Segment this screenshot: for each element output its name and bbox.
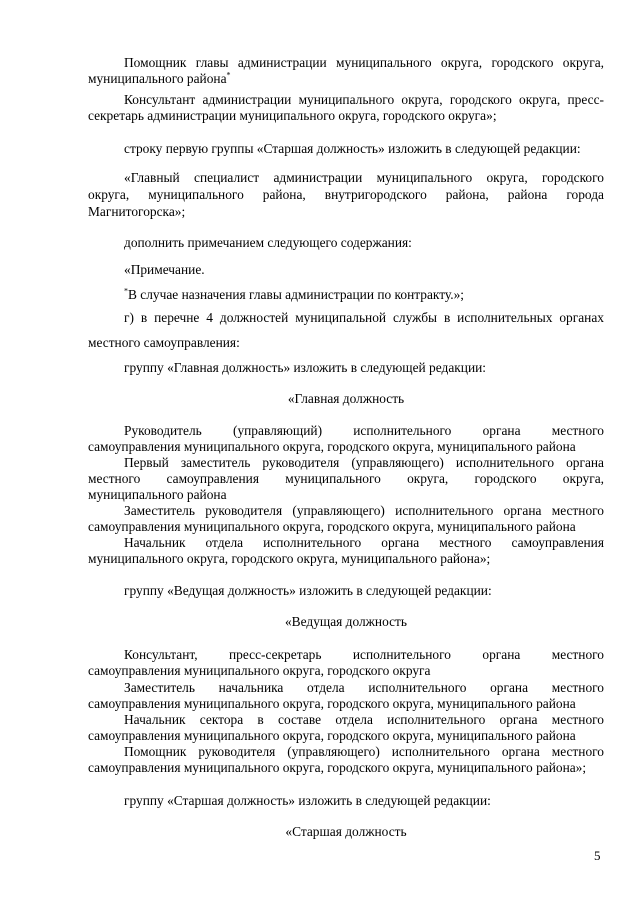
text-line-31: Помощник руководителя (управляющего) исполнительного органа местного	[124, 744, 604, 759]
page-number: 5	[594, 848, 601, 863]
text-line-15: Руководитель (управляющий) исполнительного органа местного	[124, 423, 604, 438]
text-line-14: группу «Главная должность» изложить в следующей редакции:	[124, 360, 486, 375]
text-line-12: г) в перечне 4 должностей муниципальной службы в исполнительных органах	[124, 310, 604, 325]
text-line-10: «Примечание.	[124, 262, 205, 277]
text-line-30: самоуправления муниципального округа, городского округа, муниципального района	[88, 728, 576, 743]
section-heading-senior: «Старшая должность	[285, 824, 407, 839]
text-line-24: группу «Ведущая должность» изложить в следующей редакции:	[124, 583, 492, 598]
text-line-26: самоуправления муниципального округа, городского округа	[88, 663, 431, 678]
text-line-4: секретарь администрации муниципального округа, городского округа»;	[88, 108, 497, 123]
text-line-20: Заместитель руководителя (управляющего) исполнительного органа местного	[124, 503, 604, 518]
text-line-33: группу «Старшая должность» изложить в следующей редакции:	[124, 793, 491, 808]
text-line-7: округа, муниципального района, внутригородского района, района города	[88, 187, 604, 202]
text-line-5: строку первую группы «Старшая должность» изложить в следующей редакции:	[124, 141, 581, 156]
text-line-8: Магнитогорска»;	[88, 204, 186, 219]
text-line-25: Консультант, пресс-секретарь исполнительного органа местного	[124, 647, 604, 662]
text-line-23: муниципального округа, городского округа, муниципального района»;	[88, 551, 491, 566]
footnote-mark: *	[226, 70, 231, 80]
text-line-9: дополнить примечанием следующего содержания:	[124, 235, 412, 250]
text-line-1: Помощник главы администрации муниципального округа, городского округа,	[124, 55, 604, 70]
footnote-mark: *	[124, 286, 128, 296]
section-heading-leading: «Ведущая должность	[284, 614, 408, 629]
text-line-19: муниципального района	[88, 487, 227, 502]
text-line-2: муниципального района*	[88, 70, 231, 86]
text-line-11: *В случае назначения главы администрации по контракту.»;	[124, 286, 465, 302]
text-line-3: Консультант администрации муниципального округа, городского округа, пресс-	[124, 92, 604, 107]
text-line-18: местного самоуправления муниципального округа, городского округа,	[88, 471, 604, 486]
section-heading-main: «Главная должность	[287, 391, 405, 406]
text-line-29: Начальник сектора в составе отдела исполнительного органа местного	[124, 712, 604, 727]
text-line-13: местного самоуправления:	[88, 335, 240, 350]
text-line-27: Заместитель начальника отдела исполнительного органа местного	[124, 680, 604, 695]
text-line-22: Начальник отдела исполнительного органа местного самоуправления	[124, 535, 604, 550]
text-line-6: «Главный специалист администрации муниципального округа, городского	[124, 170, 604, 185]
text-line-21: самоуправления муниципального округа, городского округа, муниципального района	[88, 519, 576, 534]
text-line-16: самоуправления муниципального округа, городского округа, муниципального района	[88, 439, 576, 454]
text-line-17: Первый заместитель руководителя (управляющего) исполнительного органа	[124, 455, 604, 470]
text-line-28: самоуправления муниципального округа, городского округа, муниципального района	[88, 696, 576, 711]
text-line-32: самоуправления муниципального округа, городского округа, муниципального района»;	[88, 760, 587, 775]
